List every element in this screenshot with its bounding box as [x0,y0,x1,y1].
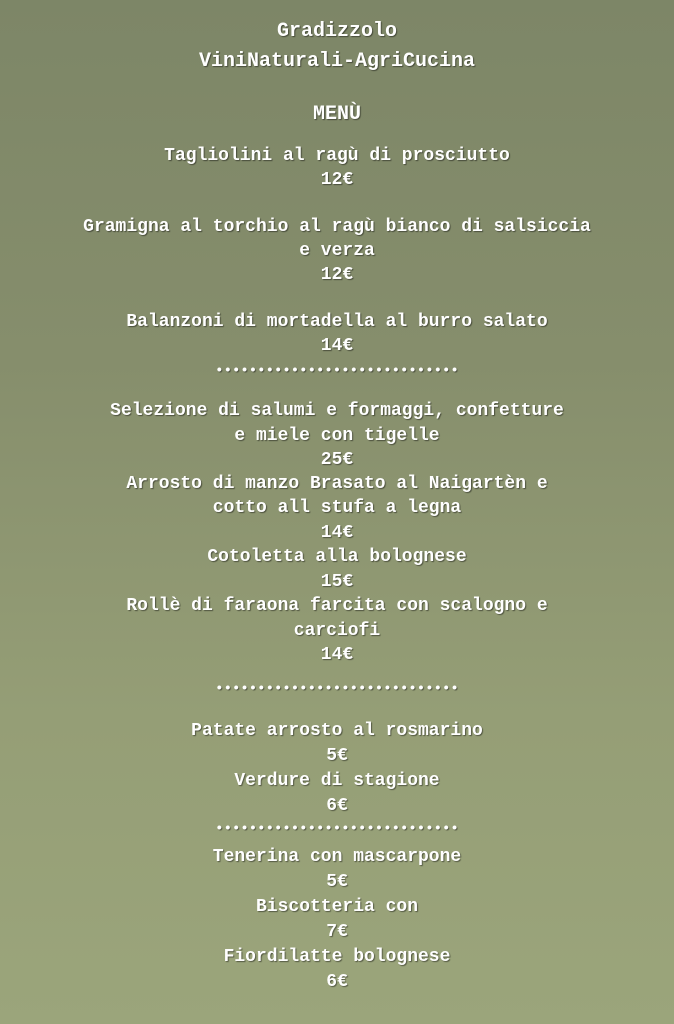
menu-item-price: 14€ [320,336,354,356]
section-separator: ••••••••••••••••••••••••••••• [215,363,459,379]
menu-item-price: 15€ [320,572,354,592]
menu-item-name: Verdure di stagione [234,771,440,791]
menu-item-name-cont: e miele con tigelle [234,426,440,446]
restaurant-name: Gradizzolo [276,20,398,43]
menu-item-price: 7€ [326,922,348,942]
menu-item-price: 25€ [320,450,354,470]
section-separator: ••••••••••••••••••••••••••••• [215,821,459,837]
menu-item-name: Selezione di salumi e formaggi, confetture [110,401,564,421]
menu-item-price: 14€ [320,523,354,543]
menu-item-price: 6€ [326,796,348,816]
menu-item-name: Balanzoni di mortadella al burro salato [126,312,548,332]
menu-item-price: 12€ [320,170,354,190]
menu-item-name: Tenerina con mascarpone [212,847,462,867]
menu-item-name: Rollè di faraona farcita con scalogno e [126,596,548,616]
menu-item-name-cont: e verza [299,241,375,261]
menu-item-name-cont: cotto all stufa a legna [212,498,462,518]
menu-item-price: 12€ [320,265,354,285]
menu-item-name: Tagliolini al ragù di prosciutto [164,146,510,166]
menu-item-price: 5€ [326,872,348,892]
menu-item-price: 6€ [326,972,348,992]
menu-item-name: Arrosto di manzo Brasato al Naigartèn e [126,474,548,494]
menu-item-name: Patate arrosto al rosmarino [191,721,483,741]
menu-item-price: 14€ [320,645,354,665]
menu-item-name-cont: carciofi [293,621,381,641]
restaurant-subtitle: ViniNaturali-AgriCucina [198,50,476,73]
menu-item-name: Cotoletta alla bolognese [207,547,467,567]
menu-item-name: Fiordilatte bolognese [223,947,451,967]
menu-item-name: Biscotteria con [255,897,419,917]
menu-item-price: 5€ [326,746,348,766]
section-separator: ••••••••••••••••••••••••••••• [215,681,459,697]
menu-item-name: Gramigna al torchio al ragù bianco di salsiccia [83,217,591,237]
menu-heading: MENÙ [312,103,361,126]
